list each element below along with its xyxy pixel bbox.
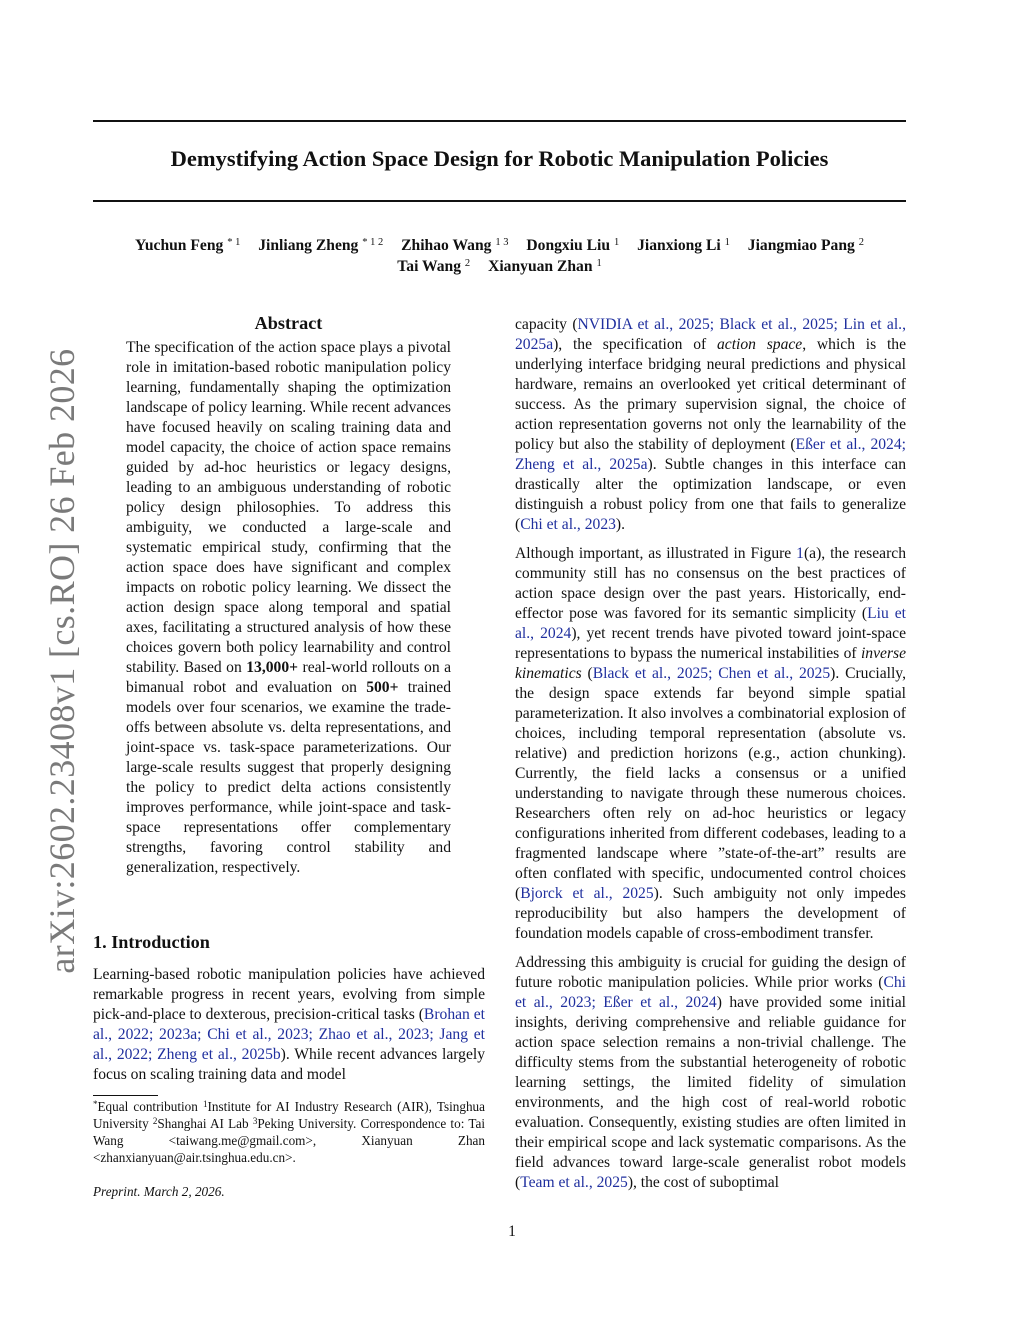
preprint-note: Preprint. March 2, 2026.	[93, 1184, 225, 1199]
citation-link[interactable]: Chi et al., 2023	[520, 516, 616, 533]
title-rule-bottom	[93, 200, 906, 202]
footnote-rule	[93, 1095, 158, 1096]
citation-link[interactable]: NVIDIA et al., 2025; Black et al., 2025; Lin et al., 2025a	[515, 316, 906, 353]
citation-link[interactable]: Team et al., 2025	[520, 1174, 628, 1191]
citation-link[interactable]: Chi et al., 2023; Eßer et al., 2024	[515, 974, 906, 1011]
citation-link[interactable]: Black et al., 2025; Chen et al., 2025	[592, 665, 831, 682]
author: Xianyuan Zhan $^1$	[488, 258, 602, 275]
abstract-heading: Abstract	[254, 313, 323, 333]
figure-link[interactable]: 1	[796, 545, 804, 562]
author: Jiangmiao Pang $^2$	[747, 237, 864, 254]
citation-link[interactable]: Bjorck et al., 2025	[520, 885, 654, 902]
page-number: 1	[508, 1223, 516, 1240]
author-list	[93, 235, 906, 277]
title-rule-top	[93, 120, 906, 122]
author: Dongxiu Liu $^1$	[526, 237, 620, 254]
citation-link[interactable]: Brohan et al., 2022; 2023a; Chi et al., 2023; Zhao et al., 2023; Jang et al., 2022; Zheng et al., 2025b	[93, 1006, 486, 1063]
abstract-text: The specification of the action space plays a pivotal role in imitation-based robotic manipulation policy learning, fundamentally shaping the optimization landscape of policy learning. While recent advances have focused heavily on scaling training data and model capacity, the choice of action space remains guided by ad-hoc heuristics or legacy designs, leading to an ambiguous understanding of robotic policy design philosophies. To address this ambiguity, we conducted a large-scale and systematic empirical study, confirming that the action space does have significant and complex impacts on robotic policy learning. We dissect the action design space along temporal and spatial axes, facilitating a structured analysis of how these choices govern both policy learnability and control stability. Based on 13,000+ real-world rollouts on a bimanual robot and evaluation on 500+ trained models over four scenarios, we examine the trade-offs between absolute vs. delta representations, and joint-space vs. task-space parameterizations. Our large-scale results suggest that properly designing the policy to predict delta actions consistently improves performance, while joint-space and task-space representations offer complementary strengths, favoring control stability and generalization, respectively.	[126, 339, 452, 876]
footnote: *Equal contribution $^1$Institute for AI Industry Research (AIR), Tsinghua University $^2$Shanghai AI Lab $^3$Peking University. Correspondence to: Tai Wang <taiwang.me@gmail.com>, Xianyuan Zhan <zhanxianyuan@air.tsinghua.edu.cn>.	[93, 1099, 485, 1165]
paragraph: Addressing this ambiguity is crucial for guiding the design of future robotic manipulation policies. While prior works (Chi et al., 2023; Eßer et al., 2024) have provided some initial insights, deriving comprehensive and reliable guidance for action space selection remains a non-trivial challenge. The difficulty stems from the substantial heterogeneity of robotic learning settings, the limited fidelity of simulation environments, and the high cost of real-world robotic evaluation. Consequently, existing studies are often limited in their empirical scope and lack systematic comparisons. As the field advances toward large-scale generalist robot models (Team et al., 2025), the cost of suboptimal	[515, 954, 906, 1191]
abstract-section	[126, 312, 451, 878]
author: Zhihao Wang $^{1 3}$	[401, 237, 509, 254]
paragraph: Although important, as illustrated in Figure 1(a), the research community still has no consensus on the best practices of action space design over the past years. Historically, end-effector pose was favored for its semantic simplicity (Liu et al., 2024), yet recent trends have pivoted toward joint-space representations to bypass the numerical instabilities of inverse kinematics (Black et al., 2025; Chen et al., 2025). Crucially, the design space extends far beyond simple spatial parameterization. It also involves a combinatorial explosion of choices, including temporal representation (absolute vs. relative) and prediction horizons (e.g., action chunking). Currently, the field lacks a consensus or a unified understanding to navigate through these numerous choices. Researchers often rely on ad-hoc heuristics or legacy configurations inherited from different codebases, leading to a fragmented landscape where ”state-of-the-art” results are often conflated with specific, undocumented control choices (Bjorck et al., 2025). Such ambiguity not only impedes reproducibility but also hampers the development of foundation models capable of cross-embodiment transfer.	[515, 545, 906, 942]
section-heading-introduction: 1. Introduction	[93, 932, 210, 952]
author: Jianxiong Li $^1$	[637, 237, 730, 254]
paragraph: capacity (NVIDIA et al., 2025; Black et al., 2025; Lin et al., 2025a), the specification of action space, which is the underlying interface bridging neural predictions and physical hardware, remains an overlooked yet critical determinant of success. As the primary supervision signal, the choice of action representation governs not only the learnability of the policy but also the stability of deployment (Eßer et al., 2024; Zheng et al., 2025a). Subtle changes in this interface can drastically alter the optimization landscape, or even distinguish a robust policy from one that fails to generalize (Chi et al., 2023).	[515, 316, 906, 533]
author: Yuchun Feng $^{* 1}$	[135, 237, 241, 254]
citation-link[interactable]: Eßer et al., 2024; Zheng et al., 2025a	[515, 436, 906, 473]
author: Tai Wang $^2$	[397, 258, 471, 275]
intro-paragraph: Learning-based robotic manipulation policies have achieved remarkable progress in recent years, evolving from simple pick-and-place to dexterous, precision-critical tasks (Brohan et al., 2022; 2023a; Chi et al., 2023; Zhao et al., 2023; Jang et al., 2022; Zheng et al., 2025b). While recent advances largely focus on scaling training data and model	[93, 966, 486, 1083]
paper-title: Demystifying Action Space Design for Robotic Manipulation Policies	[170, 146, 829, 171]
author: Jinliang Zheng $^{* 1 2}$	[258, 237, 384, 254]
right-column	[515, 315, 906, 1193]
citation-link[interactable]: Liu et al., 2024	[515, 605, 906, 642]
